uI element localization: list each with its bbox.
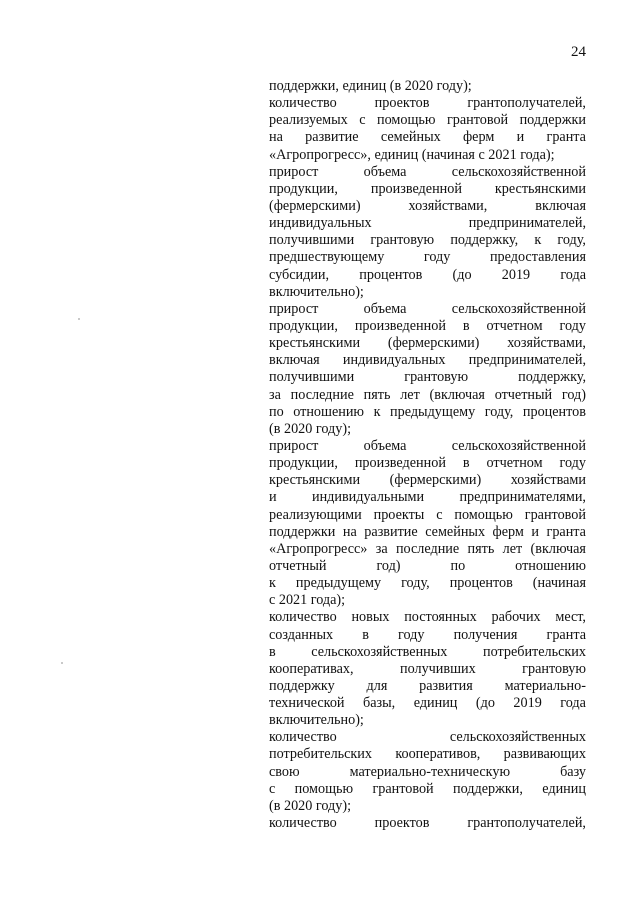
text-line: продукции, произведенной в отчетном году	[269, 317, 586, 334]
text-line: в сельскохозяйственных потребительских	[269, 643, 586, 660]
text-line: индивидуальных предпринимателей,	[269, 215, 586, 232]
text-line: получившими грантовую поддержку, к году,	[269, 232, 586, 249]
text-line: предшествующему году предоставления	[269, 249, 586, 266]
text-line: созданных в году получения гранта	[269, 626, 586, 643]
body-text	[269, 78, 586, 832]
text-line: прирост объема сельскохозяйственной	[269, 437, 586, 454]
text-line: за последние пять лет (включая отчетный год)	[269, 386, 586, 403]
text-line: поддержки, единиц (в 2020 году);	[269, 78, 472, 94]
text-line: технической базы, единиц (до 2019 года	[269, 695, 586, 712]
text-line: прирост объема сельскохозяйственной	[269, 300, 586, 317]
text-line: по отношению к предыдущему году, процентов	[269, 403, 586, 420]
text-line: крестьянскими (фермерскими) хозяйствами	[269, 472, 586, 489]
text-line: отчетный год) по отношению	[269, 557, 586, 574]
text-line: включительно);	[269, 283, 364, 300]
text-line: «Агропрогресс», единиц (начиная с 2021 года);	[269, 146, 555, 163]
text-line: крестьянскими (фермерскими) хозяйствами,	[269, 335, 586, 352]
text-line: поддержку для развития материально-	[269, 677, 586, 694]
text-line: (в 2020 году);	[269, 420, 352, 437]
text-line: потребительских кооперативов, развивающих	[269, 746, 586, 763]
text-line: и индивидуальными предпринимателями,	[269, 489, 586, 506]
text-line: прирост объема сельскохозяйственной	[269, 163, 586, 180]
text-line: с 2021 года);	[269, 592, 346, 609]
text-line: количество сельскохозяйственных	[269, 729, 586, 746]
text-line: (в 2020 году);	[269, 797, 352, 814]
text-line: реализуемых с помощью грантовой поддержки	[269, 112, 586, 129]
text-line: включая индивидуальных предпринимателей,	[269, 352, 586, 369]
text-line: кооперативах, получивших грантовую	[269, 660, 586, 677]
text-line: количество проектов грантополучателей,	[269, 95, 586, 112]
text-line: включительно);	[269, 712, 364, 729]
scan-speck	[78, 318, 80, 320]
text-line: субсидии, процентов (до 2019 года	[269, 266, 586, 283]
scan-speck	[61, 662, 63, 664]
text-line: получившими грантовую поддержку,	[269, 369, 586, 386]
text-line: на развитие семейных ферм и гранта	[269, 129, 586, 146]
text-line: к предыдущему году, процентов (начиная	[269, 575, 586, 592]
text-line: реализующими проекты с помощью грантовой	[269, 506, 586, 523]
text-line: количество проектов грантополучателей,	[269, 815, 586, 832]
page-number: 24	[571, 44, 586, 60]
text-line: количество новых постоянных рабочих мест,	[269, 609, 586, 626]
text-line: продукции, произведенной в отчетном году	[269, 455, 586, 472]
text-line: «Агропрогресс» за последние пять лет (включая	[269, 540, 586, 557]
text-line: поддержки на развитие семейных ферм и гранта	[269, 523, 586, 540]
text-line: (фермерскими) хозяйствами, включая	[269, 197, 586, 214]
text-line: продукции, произведенной крестьянскими	[269, 180, 586, 197]
text-line: с помощью грантовой поддержки, единиц	[269, 780, 586, 797]
text-line: свою материально-техническую базу	[269, 763, 586, 780]
